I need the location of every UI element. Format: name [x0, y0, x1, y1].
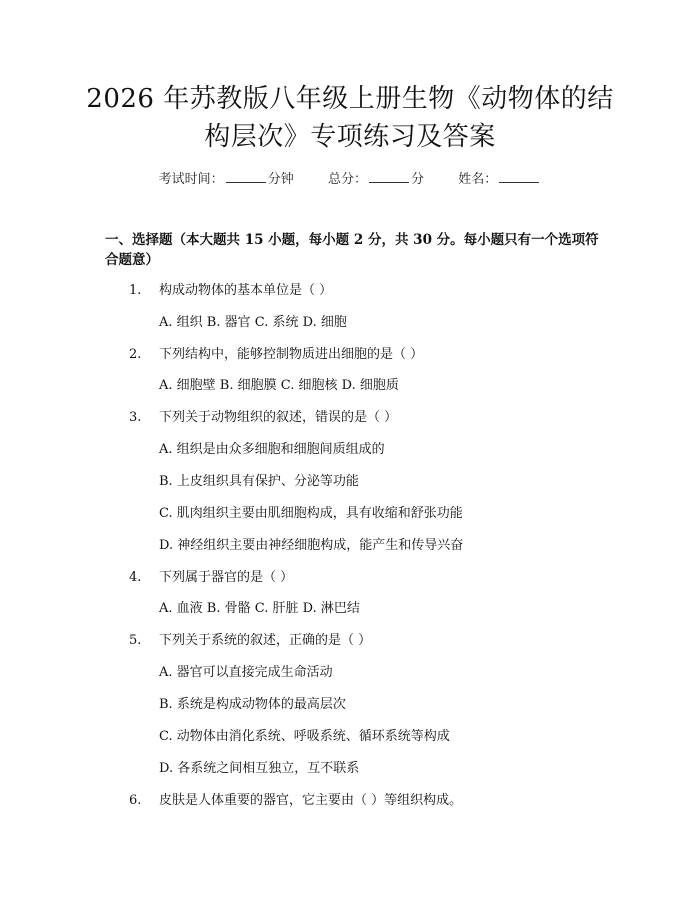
exam-score-unit: 分	[411, 172, 425, 187]
document-title-line-2: 构层次》专项练习及答案	[204, 122, 496, 152]
exam-time-blank	[226, 170, 266, 183]
exam-score-label: 总分：	[327, 172, 367, 187]
question-text: 下列属于器官的是（ ）	[159, 570, 294, 585]
question-text: 构成动物体的基本单位是（ ）	[159, 283, 333, 298]
question-5-option-a: A. 器官可以直接完成生命活动	[159, 665, 333, 680]
exam-time	[159, 170, 294, 189]
question-number: 4.	[129, 570, 142, 585]
exam-time-label: 考试时间：	[158, 172, 224, 187]
question-number: 3.	[129, 410, 142, 425]
question-5	[129, 632, 371, 650]
question-number: 6.	[129, 793, 142, 808]
question-3-option-a: A. 组织是由众多细胞和细胞间质组成的	[159, 442, 385, 457]
question-number: 1.	[129, 283, 142, 298]
question-3-option-b: B. 上皮组织具有保护、分泌等功能	[159, 474, 359, 489]
exam-time-unit: 分钟	[267, 172, 294, 187]
question-text: 下列结构中，能够控制物质进出细胞的是（ ）	[159, 347, 424, 362]
question-1-options: A. 组织 B. 器官 C. 系统 D. 细胞	[159, 315, 347, 330]
question-1	[129, 282, 332, 300]
question-5-option-c: C. 动物体由消化系统、呼吸系统、循环系统等构成	[159, 729, 450, 744]
question-5-option-b: B. 系统是构成动物体的最高层次	[159, 697, 346, 712]
question-text: 皮肤是人体重要的器官，它主要由（ ）等组织构成。	[159, 793, 463, 808]
exam-score	[328, 170, 424, 189]
question-4-options: A. 血液 B. 骨骼 C. 肝脏 D. 淋巴结	[159, 601, 360, 616]
question-2-options: A. 细胞壁 B. 细胞膜 C. 细胞核 D. 细胞质	[159, 378, 399, 393]
question-6	[129, 792, 462, 810]
exam-name-blank	[499, 170, 539, 183]
question-2	[129, 346, 423, 364]
question-number: 5.	[129, 633, 142, 648]
question-text: 下列关于动物组织的叙述，错误的是（ ）	[159, 410, 398, 425]
section-heading: 一、选择题（本大题共 15 小题，每小题 2 分，共 30 分。每小题只有一个选项符合题意）	[105, 232, 599, 268]
question-5-option-d: D. 各系统之间相互独立，互不联系	[159, 761, 360, 776]
question-4	[129, 569, 293, 587]
exam-score-blank	[369, 170, 409, 183]
question-number: 2.	[129, 347, 142, 362]
document-title-line-1: 2026 年苏教版八年级上册生物《动物体的结	[86, 84, 614, 114]
exam-name	[458, 170, 541, 189]
question-3-option-c: C. 肌肉组织主要由肌细胞构成，具有收缩和舒张功能	[159, 506, 463, 521]
exam-name-label: 姓名：	[458, 172, 498, 187]
question-3	[129, 409, 397, 427]
question-3-option-d: D. 神经组织主要由神经细胞构成，能产生和传导兴奋	[159, 538, 464, 553]
exam-meta	[0, 170, 700, 189]
question-text: 下列关于系统的叙述，正确的是（ ）	[159, 633, 372, 648]
